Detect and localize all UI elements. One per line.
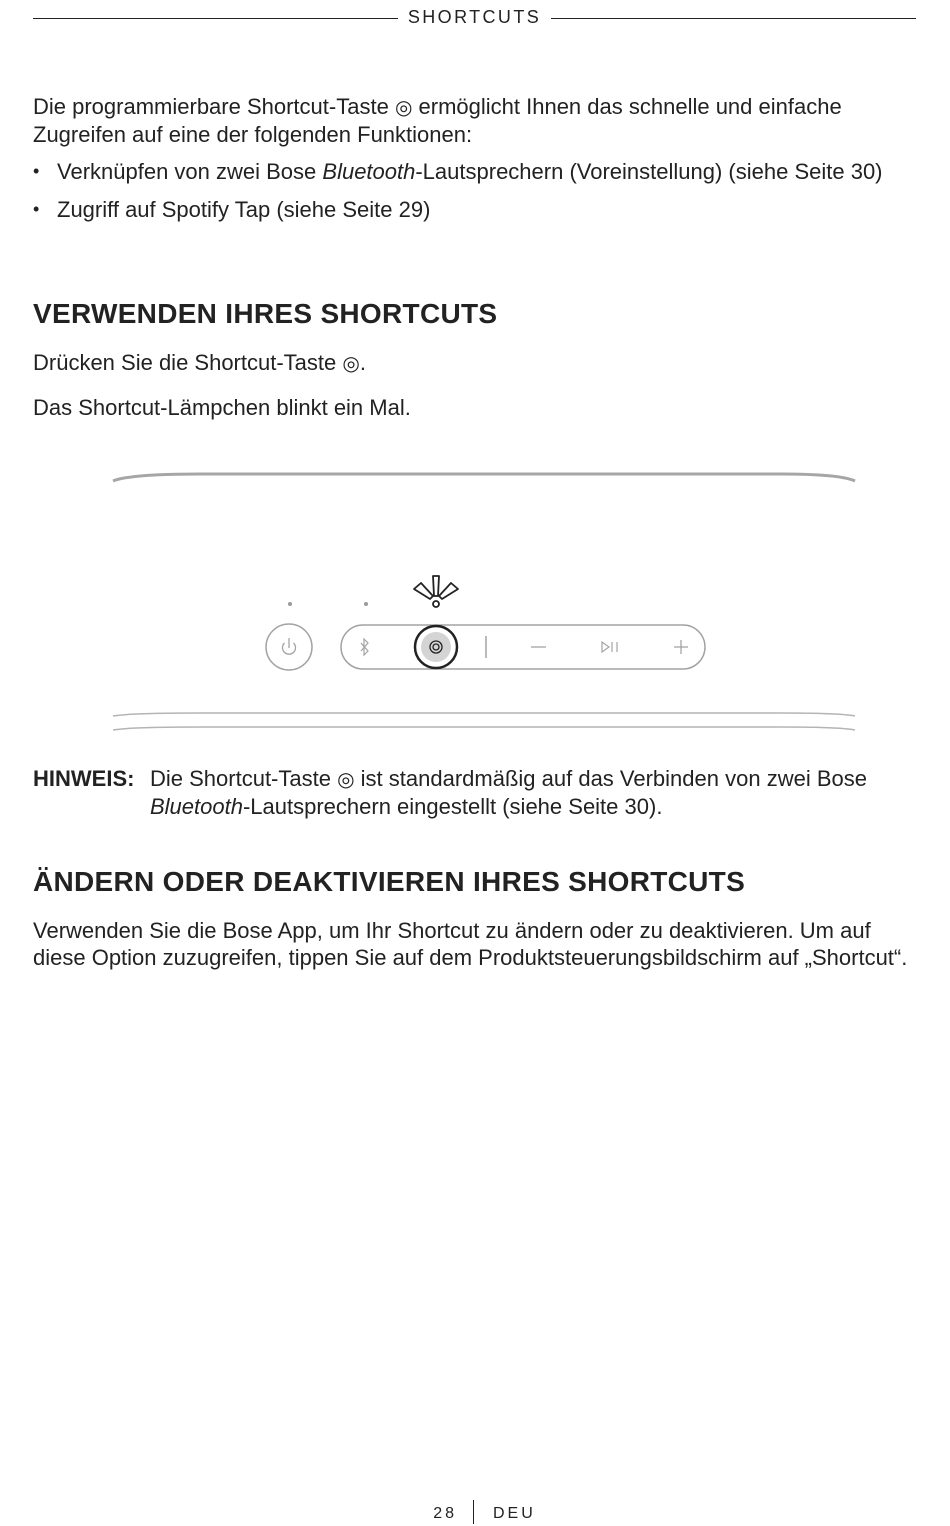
speaker-edge-line [113,713,855,716]
page-footer [0,1500,950,1526]
list-item-text-end: -Lautsprechern (Voreinstellung) (siehe Seite 30) [415,159,883,184]
volume-up-button[interactable] [674,640,688,654]
bullet-icon: • [33,199,40,219]
intro-text-start: Die programmierbare Shortcut-Taste [33,94,389,119]
note-text [150,765,910,820]
step-text: Drücken Sie die Shortcut-Taste [33,350,337,375]
list-item-text: Zugriff auf Spotify Tap (siehe Seite 29) [57,197,431,222]
page-header [33,6,916,30]
list-item [33,158,917,185]
speaker-edge-line [113,727,855,730]
list-item-text: Verknüpfen von zwei Bose [57,159,323,184]
bluetooth-icon [361,639,368,655]
list-item-italic: Bluetooth [322,159,416,184]
shortcut-icon: ◎ [337,767,355,791]
intro-text-end: ermöglicht Ihnen das schnelle und einfache Zugreifen auf eine der folgenden Funktionen: [33,94,842,147]
note-text-start: Die Shortcut-Taste [150,766,331,791]
speaker-control-panel-illustration [0,455,950,745]
shortcut-icon: ◎ [394,95,413,119]
header-rule-right [551,18,916,19]
section-heading: ÄNDERN ODER DEAKTIVIEREN IHRES SHORTCUTS [33,866,746,897]
intro-paragraph [33,93,917,148]
press-indicator-icon [414,576,458,607]
language-code: DEU [493,1505,536,1522]
change-paragraph [33,917,917,971]
result-paragraph [33,394,917,421]
section-change-shortcut [33,866,917,898]
section-use-shortcut [33,298,917,330]
plus-icon [674,640,688,654]
play-pause-icon [602,642,617,652]
note-text-mid: ist standardmäßig auf das Verbinden von zwei Bose [360,766,867,791]
shortcut-icon: ◎ [342,351,360,375]
speaker-top-edge [113,474,855,481]
list-item [33,196,917,223]
bullet-icon: • [33,161,40,181]
play-pause-button[interactable] [602,642,617,652]
note-text-italic: Bluetooth [150,794,243,819]
note-text-end: -Lautsprechern eingestellt (siehe Seite 30). [242,794,663,819]
step-paragraph [33,349,917,377]
footer-divider [473,1500,474,1524]
bluetooth-indicator-light [364,602,368,606]
control-bar [341,625,705,669]
bluetooth-button[interactable] [361,639,368,655]
header-title: SHORTCUTS [407,7,542,27]
change-text: Verwenden Sie die Bose App, um Ihr Shortcut zu ändern oder zu deaktivieren. Um auf diese Option zuzugreifen, tippen Sie auf dem Produktsteuerungsbildschirm auf „Shortcut“. [33,918,908,970]
step-text-end: . [359,350,366,375]
power-button[interactable] [266,624,312,670]
power-indicator-light [288,602,292,606]
shortcut-button[interactable] [415,626,457,668]
result-text: Das Shortcut-Lämpchen blinkt ein Mal. [33,395,411,420]
power-icon [283,638,296,654]
function-list [33,158,917,223]
section-heading: VERWENDEN IHRES SHORTCUTS [33,298,498,329]
page-number: 28 [433,1505,457,1522]
note-label: HINWEIS: [33,766,135,791]
